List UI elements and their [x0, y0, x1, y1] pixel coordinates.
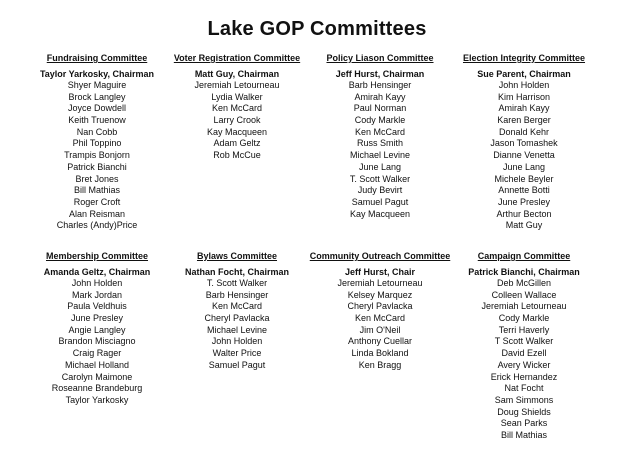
member-name: Anthony Cuellar — [347, 336, 413, 347]
member-name: Russ Smith — [356, 138, 403, 149]
committee-heading: Election Integrity Committee — [462, 53, 586, 63]
committee-column — [445, 51, 603, 232]
member-name: Kay Macqueen — [206, 126, 268, 137]
member-name: Nan Cobb — [76, 126, 118, 137]
member-name: John Holden — [498, 80, 550, 90]
member-name: Erick Hernandez — [490, 371, 558, 382]
member-name: Samuel Pagut — [351, 196, 409, 207]
member-name: Arthur Becton — [496, 208, 552, 219]
member-name: Cheryl Pavlacka — [347, 301, 413, 312]
member-name: David Ezell — [501, 348, 547, 359]
member-name: Ken Bragg — [358, 359, 402, 370]
member-name: T Scott Walker — [494, 336, 554, 347]
member-list — [18, 278, 176, 407]
committee-column — [445, 249, 603, 442]
member-name: Jeremiah Letourneau — [194, 80, 280, 90]
member-name: Cheryl Pavlacka — [204, 313, 270, 324]
committee-column — [301, 51, 459, 220]
committee-heading: Bylaws Committee — [196, 251, 278, 261]
committee-heading: Policy Liason Committee — [326, 53, 434, 63]
member-name: Bill Mathias — [500, 429, 547, 440]
member-name: Avery Wicker — [497, 359, 551, 370]
committee-column — [18, 249, 176, 407]
member-list — [301, 80, 459, 220]
committee-column — [158, 51, 316, 162]
member-name: John Holden — [71, 278, 123, 288]
member-name: Charles (Andy)Price — [56, 220, 138, 231]
committee-heading: Campaign Committee — [477, 251, 571, 261]
member-name: June Presley — [497, 196, 551, 207]
member-name: Annette Botti — [498, 185, 550, 196]
member-name: Jim O'Neil — [359, 324, 401, 335]
member-name: Jeremiah Letourneau — [481, 301, 567, 312]
member-list — [158, 80, 316, 162]
member-name: Michael Levine — [349, 150, 411, 161]
member-name: Kelsey Marquez — [347, 289, 413, 300]
member-name: Lydia Walker — [211, 91, 263, 102]
member-name: June Presley — [70, 313, 124, 324]
member-name: Kim Harrison — [497, 91, 550, 102]
member-list — [158, 278, 316, 372]
member-list — [445, 278, 603, 442]
member-name: Cody Markle — [498, 313, 550, 324]
member-name: Barb Hensinger — [205, 289, 269, 300]
member-name: Joyce Dowdell — [67, 103, 127, 114]
committee-heading: Fundraising Committee — [46, 53, 148, 63]
committee-chair: Jeff Hurst, Chair — [344, 267, 415, 277]
member-name: Sam Simmons — [494, 394, 554, 405]
member-name: Terri Haverly — [498, 324, 550, 335]
member-name: Nat Focht — [504, 383, 544, 394]
committee-chair: Nathan Focht, Chairman — [184, 267, 289, 277]
member-name: Carolyn Maimone — [61, 371, 133, 382]
member-list — [18, 80, 176, 232]
member-name: Michele Beyler — [494, 173, 554, 184]
member-name: T. Scott Walker — [206, 278, 268, 288]
member-name: Walter Price — [212, 348, 262, 359]
member-name: Brandon Misciagno — [58, 336, 136, 347]
member-name: Bill Mathias — [73, 185, 120, 196]
member-list — [445, 80, 603, 232]
member-name: Bret Jones — [75, 173, 119, 184]
member-name: Brock Langley — [68, 91, 126, 102]
member-name: Karen Berger — [497, 115, 551, 126]
committee-chair: Jeff Hurst, Chairman — [335, 69, 425, 79]
member-name: Barb Hensinger — [348, 80, 412, 90]
committee-column — [158, 249, 316, 372]
committee-heading: Voter Registration Committee — [173, 53, 301, 63]
committee-chair: Taylor Yarkosky, Chairman — [39, 69, 155, 79]
member-name: T. Scott Walker — [349, 173, 411, 184]
member-name: Angie Langley — [68, 324, 126, 335]
committee-heading: Membership Committee — [45, 251, 149, 261]
member-name: Colleen Wallace — [491, 289, 557, 300]
committee-chair: Sue Parent, Chairman — [477, 69, 571, 79]
member-name: Trampis Bonjorn — [64, 150, 130, 161]
member-name: Cody Markle — [354, 115, 406, 126]
member-name: Shyer Maguire — [67, 80, 127, 90]
member-name: Dianne Venetta — [493, 150, 555, 161]
committee-chair: Amanda Geltz, Chairman — [43, 267, 151, 277]
member-name: Roseanne Brandeburg — [51, 383, 143, 394]
member-name: June Lang — [358, 161, 402, 172]
member-name: Ken McCard — [211, 301, 263, 312]
member-list — [301, 278, 459, 372]
member-name: Deb McGillen — [496, 278, 552, 288]
member-name: John Holden — [211, 336, 263, 347]
member-name: Samuel Pagut — [208, 359, 266, 370]
page-title: Lake GOP Committees — [207, 18, 427, 40]
committee-chair: Patrick Bianchi, Chairman — [468, 267, 580, 277]
member-name: Ken McCard — [211, 103, 263, 114]
member-name: Matt Guy — [505, 220, 543, 231]
member-name: Donald Kehr — [498, 126, 550, 137]
member-name: Amirah Kayy — [354, 91, 406, 102]
member-name: Roger Croft — [73, 196, 121, 207]
member-name: Ken McCard — [354, 126, 406, 137]
member-name: Linda Bokland — [351, 348, 409, 359]
member-name: Kay Macqueen — [349, 208, 411, 219]
member-name: Judy Bevirt — [357, 185, 403, 196]
member-name: Michael Levine — [206, 324, 268, 335]
member-name: Paula Veldhuis — [67, 301, 127, 312]
committee-column — [301, 249, 459, 372]
member-name: Ken McCard — [354, 313, 406, 324]
member-name: Larry Crook — [213, 115, 261, 126]
member-name: Craig Rager — [72, 348, 122, 359]
member-name: Keith Truenow — [68, 115, 126, 126]
committee-chair: Matt Guy, Chairman — [194, 69, 280, 79]
member-name: Amirah Kayy — [498, 103, 550, 114]
member-name: Taylor Yarkosky — [65, 394, 129, 405]
member-name: Jeremiah Letourneau — [337, 278, 423, 288]
member-name: Patrick Bianchi — [67, 161, 127, 172]
member-name: Jason Tomashek — [490, 138, 558, 149]
member-name: Mark Jordan — [71, 289, 123, 300]
member-name: Paul Norman — [353, 103, 407, 114]
committee-heading: Community Outreach Committee — [309, 251, 451, 261]
member-name: Doug Shields — [497, 406, 551, 417]
member-name: Rob McCue — [213, 150, 261, 161]
member-name: Sean Parks — [500, 418, 548, 429]
committee-column — [18, 51, 176, 232]
member-name: Michael Holland — [64, 359, 130, 370]
member-name: June Lang — [502, 161, 546, 172]
member-name: Alan Reisman — [68, 208, 126, 219]
member-name: Adam Geltz — [213, 138, 261, 149]
member-name: Phil Toppino — [72, 138, 122, 149]
